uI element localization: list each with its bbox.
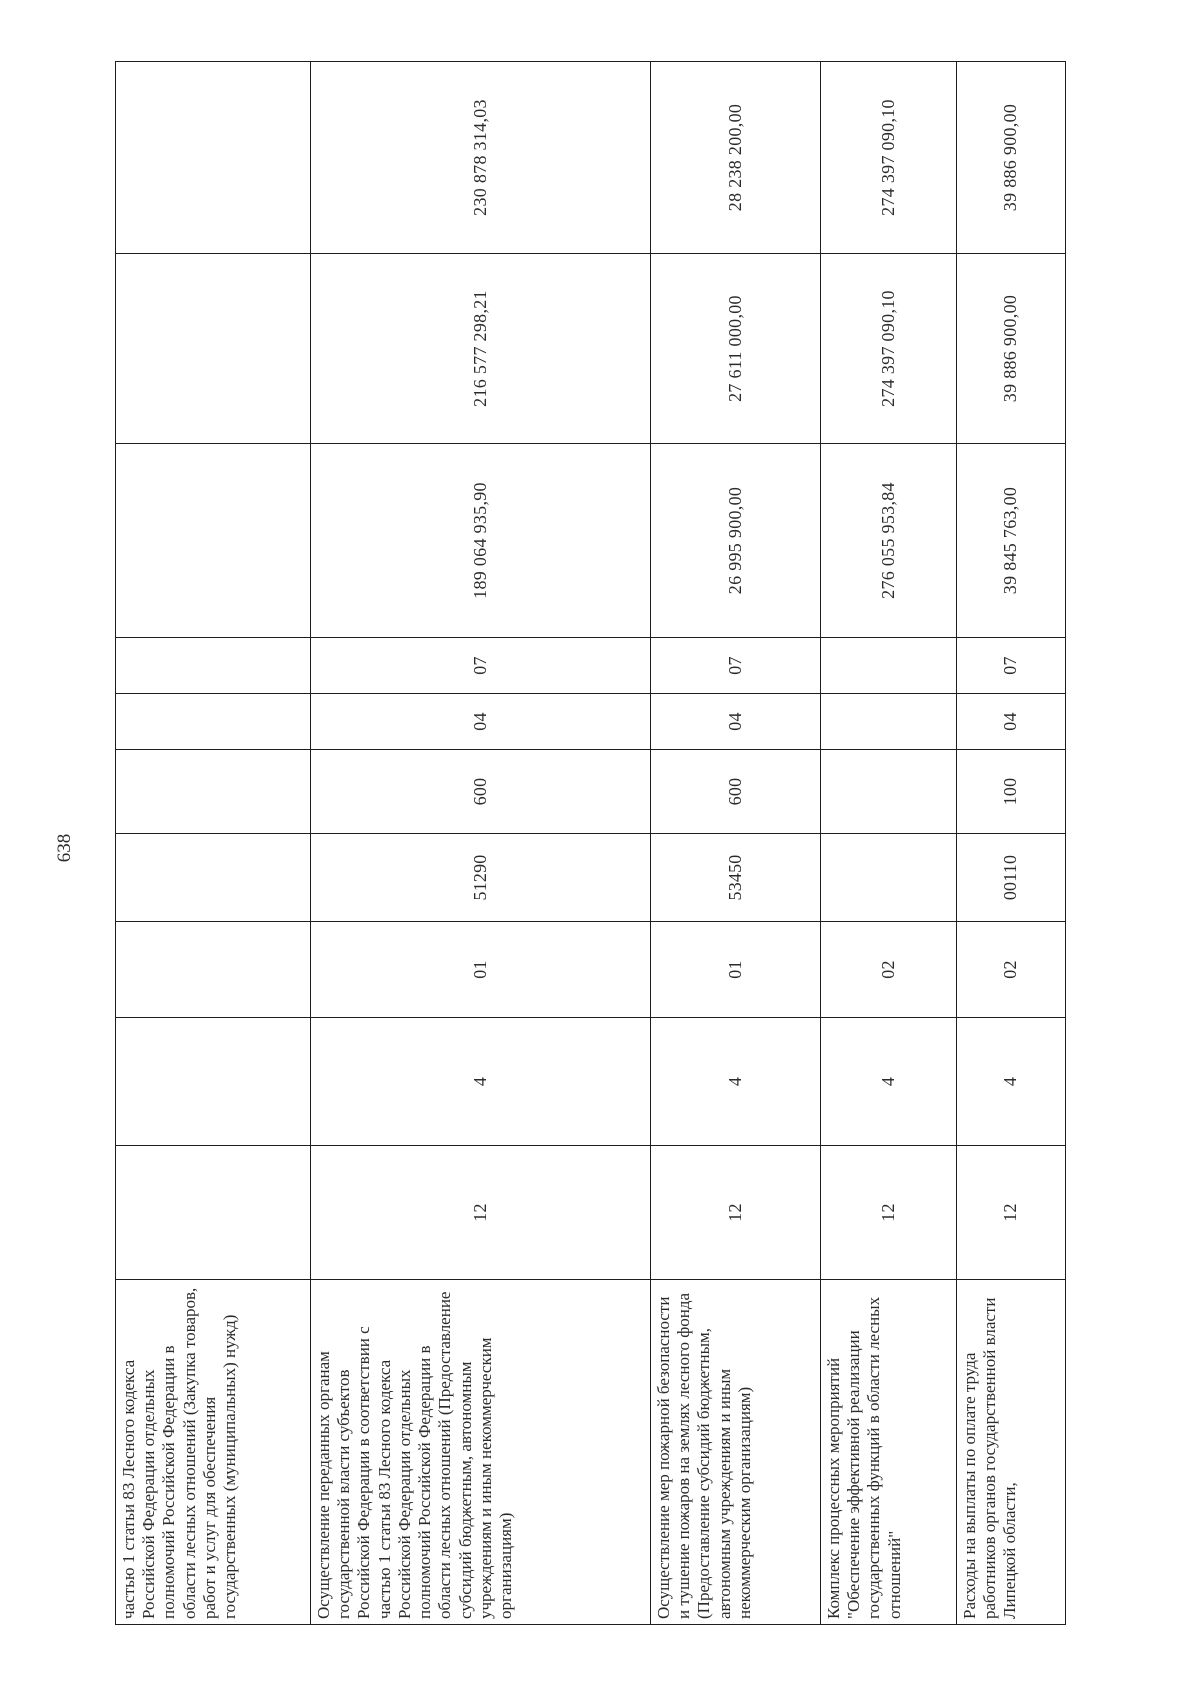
cell-code-6: 04 <box>957 694 1066 750</box>
cell-amount-3 <box>116 62 311 254</box>
cell-code-7 <box>116 638 311 694</box>
cell-code-2: 4 <box>821 1018 957 1146</box>
row-description: Комплекс процессных мероприятий "Обеспечение эффективной реализации государственных функций в области лесных отношений" <box>821 1280 957 1625</box>
cell-code-5: 600 <box>651 750 821 834</box>
cell-code-1: 12 <box>957 1146 1066 1280</box>
cell-code-2: 4 <box>651 1018 821 1146</box>
cell-code-5: 600 <box>311 750 651 834</box>
row-description: Осуществление переданных органам государственной власти субъектов Российской Федерации в соответствии с частью 1 статьи 83 Лесного кодекса Российской Федерации отдельных полномочий Российской Федерации в области лесных отношений (Предоставление субсидий бюджетным, автономным учреждениям и иным некоммерческим организациям) <box>311 1280 651 1625</box>
cell-amount-2: 274 397 090,10 <box>821 254 957 444</box>
table-row <box>957 62 1066 1625</box>
cell-amount-1 <box>116 444 311 638</box>
cell-code-3: 02 <box>821 922 957 1018</box>
cell-code-4: 53450 <box>651 834 821 922</box>
cell-code-7: 07 <box>311 638 651 694</box>
budget-table <box>115 61 1066 1625</box>
cell-amount-1: 39 845 763,00 <box>957 444 1066 638</box>
cell-code-6: 04 <box>651 694 821 750</box>
cell-code-3: 01 <box>311 922 651 1018</box>
cell-code-5 <box>821 750 957 834</box>
cell-code-2: 4 <box>957 1018 1066 1146</box>
cell-code-4 <box>821 834 957 922</box>
cell-amount-3: 274 397 090,10 <box>821 62 957 254</box>
cell-code-3: 01 <box>651 922 821 1018</box>
cell-amount-3: 39 886 900,00 <box>957 62 1066 254</box>
row-description: Осуществление мер пожарной безопасности и тушение пожаров на землях лесного фонда (Предоставление субсидий бюджетным, автономным учреждениям и иным некоммерческим организациям) <box>651 1280 821 1625</box>
cell-amount-2: 39 886 900,00 <box>957 254 1066 444</box>
cell-amount-1: 189 064 935,90 <box>311 444 651 638</box>
cell-amount-1: 276 055 953,84 <box>821 444 957 638</box>
cell-code-5: 100 <box>957 750 1066 834</box>
cell-amount-3: 28 238 200,00 <box>651 62 821 254</box>
page-number: 638 <box>54 833 75 863</box>
cell-amount-2: 27 611 000,00 <box>651 254 821 444</box>
table-row <box>821 62 957 1625</box>
row-description: Расходы на выплаты по оплате труда работников органов государственной власти Липецкой области, <box>957 1280 1066 1625</box>
cell-amount-3: 230 878 314,03 <box>311 62 651 254</box>
cell-code-6 <box>821 694 957 750</box>
cell-amount-2: 216 577 298,21 <box>311 254 651 444</box>
cell-code-2: 4 <box>311 1018 651 1146</box>
cell-code-4: 00110 <box>957 834 1066 922</box>
cell-code-6: 04 <box>311 694 651 750</box>
cell-code-6 <box>116 694 311 750</box>
table-row <box>651 62 821 1625</box>
cell-code-3: 02 <box>957 922 1066 1018</box>
cell-amount-1: 26 995 900,00 <box>651 444 821 638</box>
cell-code-1 <box>116 1146 311 1280</box>
cell-code-4 <box>116 834 311 922</box>
rotated-table-container <box>115 62 1065 1625</box>
cell-code-7: 07 <box>651 638 821 694</box>
cell-code-1: 12 <box>651 1146 821 1280</box>
table-row <box>116 62 311 1625</box>
cell-code-2 <box>116 1018 311 1146</box>
cell-code-1: 12 <box>821 1146 957 1280</box>
cell-code-5 <box>116 750 311 834</box>
cell-code-4: 51290 <box>311 834 651 922</box>
cell-code-7: 07 <box>957 638 1066 694</box>
row-description: частью 1 статьи 83 Лесного кодекса Российской Федерации отдельных полномочий Российской Федерации в области лесных отношений (Закупка товаров, работ и услуг для обеспечения государственных (муниципальных) нужд) <box>116 1280 311 1625</box>
cell-code-1: 12 <box>311 1146 651 1280</box>
cell-amount-2 <box>116 254 311 444</box>
cell-code-3 <box>116 922 311 1018</box>
cell-code-7 <box>821 638 957 694</box>
table-row <box>311 62 651 1625</box>
